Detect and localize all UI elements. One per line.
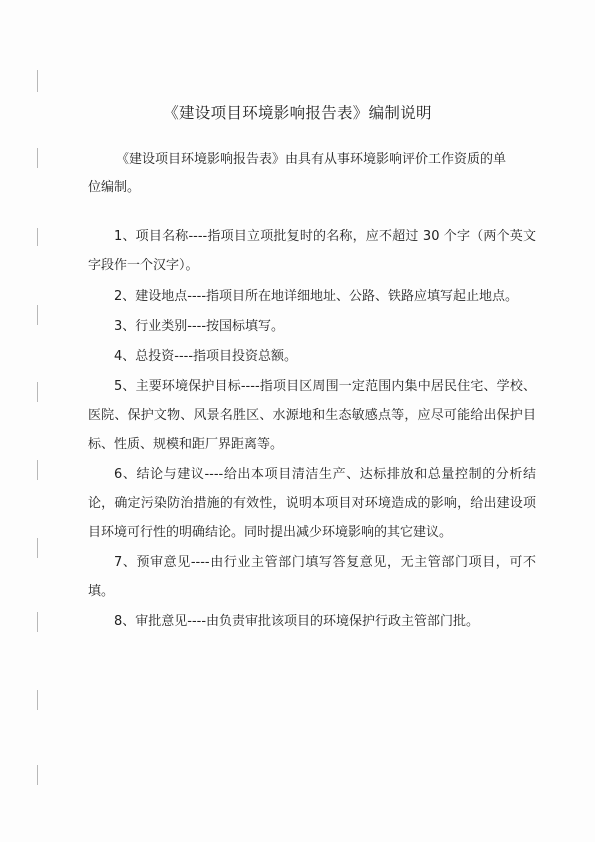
scan-margin-mark (37, 690, 38, 710)
scan-margin-mark (37, 228, 38, 246)
scan-margin-mark (37, 612, 38, 632)
intro-line-2: 位编制。 (88, 180, 141, 195)
document-title: 《建设项目环境影响报告表》编制说明 (163, 104, 432, 122)
scan-margin-mark (37, 460, 38, 480)
instruction-item-5: 5、主要环境保护目标----指项目区周围一定范围内集中居民住宅、学校、医院、保护文物、风景名胜区、水源地和生态敏感点等，应尽可能给出保护目标、性质、规模和距厂界距离等。 (88, 379, 536, 452)
scan-margin-mark (37, 382, 38, 402)
scan-margin-mark (37, 70, 38, 92)
scan-margin-mark (37, 305, 38, 325)
instruction-item-1: 1、项目名称----指项目立项批复时的名称，应不超过 30 个字（两个英文字段作一个汉字）。 (88, 229, 536, 273)
scan-margin-mark (37, 765, 38, 785)
instruction-item-3: 3、行业类别----按国标填写。 (114, 319, 285, 334)
intro-line-1: 《建设项目环境影响报告表》由具有从事环境影响评价工作资质的单 (116, 152, 507, 167)
instruction-item-4: 4、总投资----指项目投资总额。 (114, 349, 298, 364)
instruction-item-7: 7、预审意见----由行业主管部门填写答复意见，无主管部门项目，可不填。 (88, 555, 536, 599)
instruction-item-2: 2、建设地点----指项目所在地详细地址、公路、铁路应填写起止地点。 (114, 289, 519, 304)
scan-margin-mark (37, 538, 38, 558)
intro-paragraph (88, 146, 536, 202)
instruction-item-8: 8、审批意见----由负责审批该项目的环境保护行政主管部门批。 (114, 614, 480, 629)
instruction-item-6: 6、结论与建议----给出本项目清洁生产、达标排放和总量控制的分析结论，确定污染防治措施的有效性，说明本项目对环境造成的影响，给出建设项目环境可行性的明确结论。同时提出减少环境影响的其它建议。 (88, 467, 536, 540)
scan-margin-mark (37, 148, 38, 168)
instruction-list (88, 222, 536, 636)
